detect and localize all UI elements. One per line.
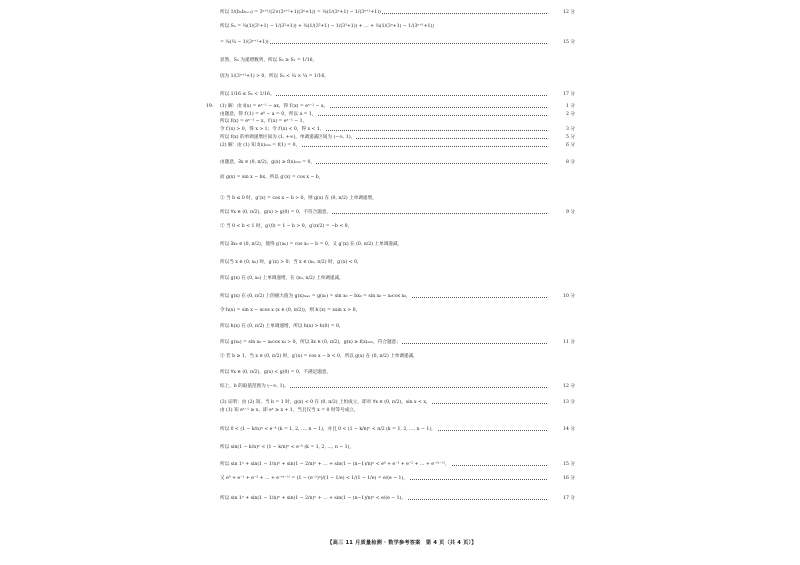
score-mark: 12 分 — [563, 384, 575, 389]
solution-line — [220, 143, 575, 149]
question-number: 19. — [206, 104, 214, 109]
line-text: 所以 g(x) 在 (0, π/2) 上的极大值为 g(x)ₘₐₓ = g(x₀) = sin x₀ − bx₀ = sin x₀ − x₀cos x₀， — [220, 292, 411, 302]
solution-line — [220, 135, 575, 141]
solution-line — [220, 208, 575, 218]
solution-line — [220, 292, 575, 302]
solution-line — [220, 127, 575, 133]
solution-line — [220, 240, 575, 250]
solution-line — [220, 258, 575, 268]
line-text: 综上，b 的取值范围为 (−∞, 1)。 — [220, 384, 289, 389]
solution-line — [220, 22, 575, 32]
line-text: 所以 g(x) 在 (0, x₀) 上单调递增，在 (x₀, π/2) 上单调递减， — [220, 274, 345, 284]
line-text: 令 f′(x) > 0，得 x > 1；令 f′(x) < 0，得 x < 1， — [220, 127, 325, 132]
score-mark: 6 分 — [566, 143, 575, 148]
line-text: 显然，Sₙ 为递增数列，所以 Sₙ ≥ S₁ = 1/16， — [220, 58, 318, 63]
line-text: 所以 ∀x ∈ (0, π/2)，g(x) > g(0) = 0，不符合题意， — [220, 208, 332, 218]
solution-line — [220, 306, 575, 316]
line-text: 由题意，得 f′(1) = e⁰ − a = 0，所以 a = 1， — [220, 112, 317, 117]
score-mark: 17 分 — [562, 90, 575, 100]
line-text: 所以 f(x) 的单调递增区间为 (1, +∞)，单调递减区间为 (−∞, 1)。 — [220, 135, 356, 140]
solution-line — [220, 158, 575, 168]
line-text: 所以 sin 1ⁿ + sin(1 − 1/n)ⁿ + sin(1 − 2/n)ⁿ + … + sin(1 − (n−1)/n)ⁿ < e/(e − 1)。 — [220, 494, 407, 504]
line-text: ③ 若 b ≥ 1，当 x ∈ (0, π/2) 时，g′(x) = cos x − b < 0，所以 g(x) 在 (0, π/2) 上单调递减， — [220, 352, 419, 362]
line-text: (1) 解：由 f(x) = eˣ⁻¹ − ax，得 f′(x) = eˣ⁻¹ − a， — [220, 104, 329, 109]
solution-line — [220, 58, 575, 64]
solution-line — [220, 119, 575, 125]
score-mark: 10 分 — [562, 292, 575, 302]
solution-line — [220, 398, 575, 408]
line-text: 因为 1/(3ⁿ⁺¹+1) > 0，所以 Sₙ < ¼ × ¼ = 1/16， — [220, 72, 330, 82]
solution-line — [220, 384, 575, 390]
line-text: (2) 解：由 (1) 知 f(x)ₘᵢₙ = f(1) = 0， — [220, 143, 301, 148]
score-mark: 15 分 — [562, 460, 575, 470]
score-mark: 12 分 — [562, 8, 575, 18]
line-text: ② 当 0 < b < 1 时，g′(0) = 1 − b > 0，g′(π/2) = −b < 0， — [220, 222, 353, 232]
score-mark: 5 分 — [566, 135, 575, 140]
score-mark: 3 分 — [566, 127, 575, 132]
solution-line — [220, 194, 575, 204]
line-text: 而 g(x) = sin x − bx，所以 g′(x) = cos x − b， — [220, 175, 324, 180]
solution-line — [220, 72, 575, 82]
solution-line — [220, 222, 575, 232]
line-text: 所以 1/(bₙbₙ₊₁) = 3ⁿ⁺¹/(2×(3ⁿ⁺¹+1)(3ⁿ+1)) = ¼(1/(3ⁿ+1) − 1/(3ⁿ⁺¹+1)) — [220, 8, 382, 18]
solution-line — [220, 8, 575, 18]
line-text: 所以 h(x) 在 (0, π/2) 上单调递增，所以 h(x) > h(0) = 0， — [220, 322, 345, 332]
line-text: 所以 0 < (1 − k/n)ⁿ < e⁻ᵏ (k = 1, 2, …, n − 1)，并且 0 < (1 − k/n)ⁿ < π/2 (k = 1, 2, …, n − 1)， — [220, 425, 437, 435]
line-text: 所以 Sₙ = ¼(1/(3¹+1) − 1/(3²+1)) + ¼(1/(3²+1) − 1/(3³+1)) + … + ¼(1/(3ⁿ+1) − 1/(3ⁿ⁺¹+1)) — [220, 22, 435, 32]
score-mark: 13 分 — [562, 398, 575, 408]
footer: 【高三 11 月质量检测 · 数学参考答案 第 4 页（共 4 页）】 — [327, 540, 477, 546]
solution-line — [220, 112, 575, 118]
solution-line — [220, 352, 575, 362]
line-text: (3) 证明：由 (2) 知，当 b = 1 时，g(x) < 0 在 (0, π/2) 上恒成立，即对 ∀x ∈ (0, π/2)，sin x < x， — [220, 398, 432, 408]
score-mark: 17 分 — [562, 494, 575, 504]
score-mark: 8 分 — [565, 158, 575, 168]
line-text: 所以 ∀x ∈ (0, π/2)，g(x) < g(0) = 0，不满足题意， — [220, 368, 332, 378]
solution-line — [220, 425, 575, 435]
line-text: 所以 ∃x₀ ∈ (0, π/2)，使得 g′(x₀) = cos x₀ − b = 0，又 g′(x) 在 (0, π/2) 上单调递减， — [220, 240, 403, 250]
solution-line — [220, 322, 575, 332]
solution-line — [220, 90, 575, 100]
solution-line — [220, 474, 575, 484]
solution-line — [220, 38, 575, 48]
line-text: 所以 sin 1ⁿ + sin(1 − 1/n)ⁿ + sin(1 − 2/n)ⁿ + … + sin(1 − (n−1)/n)ⁿ < e⁰ + e⁻¹ + e⁻² + … + e⁻⁽ⁿ⁻¹⁾， — [220, 460, 451, 470]
score-mark: 15 分 — [562, 38, 575, 48]
line-text: 由 (1) 知 eˣ⁻¹ ≥ x，即 eˣ ≥ x + 1，当且仅当 x = 0 时等号成立， — [220, 408, 359, 413]
score-mark: 16 分 — [562, 474, 575, 484]
line-text: = ¼(¼ − 1/(3ⁿ⁺¹+1)) — [220, 38, 270, 48]
line-text: 所以 sin(1 − k/n)ⁿ < (1 − k/n)ⁿ < e⁻ᵏ (k = 1, 2, …, n − 1)， — [220, 443, 355, 453]
line-text: 又 e⁰ + e⁻¹ + e⁻² + … + e⁻⁽ⁿ⁻¹⁾ = (1 − (e⁻¹)ⁿ)/(1 − 1/e) < 1/(1 − 1/e) = e/(e − 1)， — [220, 474, 409, 484]
line-text: 所以当 x ∈ (0, x₀) 时，g′(x) > 0；当 x ∈ (x₀, π/2) 时，g′(x) < 0， — [220, 258, 363, 268]
solution-line — [220, 443, 575, 453]
score-mark: 14 分 — [562, 425, 575, 435]
solution-line — [220, 368, 575, 378]
score-mark: 1 分 — [566, 104, 575, 109]
score-mark: 11 分 — [562, 338, 575, 348]
line-text: 所以 f(x) = eˣ⁻¹ − x，f′(x) = eˣ⁻¹ − 1， — [220, 119, 308, 124]
solution-line — [220, 274, 575, 284]
line-text: 所以 g(x₀) = sin x₀ − x₀cos x₀ > 0，所以 ∃x ∈ (0, π/2)，g(x) ≥ f(x)ₘᵢₙ，符合题意； — [220, 338, 402, 348]
solution-line — [206, 104, 575, 110]
score-mark: 2 分 — [566, 112, 575, 117]
solution-line — [220, 175, 575, 181]
line-text: 所以 1/16 ≤ Sₙ < 1/16。 — [220, 90, 276, 100]
solution-line — [220, 494, 575, 504]
solution-line — [220, 408, 575, 414]
solution-line — [220, 338, 575, 348]
score-mark: 9 分 — [565, 208, 575, 218]
line-text: ① 当 b ≤ 0 时，g′(x) = cos x − b > 0，则 g(x) 在 (0, π/2) 上单调递增， — [220, 194, 378, 204]
line-text: 令 h(x) = sin x − xcos x (x ∈ (0, π/2))，则 h′(x) = xsin x > 0， — [220, 306, 361, 316]
line-text: 由题意，∃x ∈ (0, π/2)，g(x) ≥ f(x)ₘᵢₙ = 0， — [220, 158, 316, 168]
solution-line — [220, 460, 575, 470]
